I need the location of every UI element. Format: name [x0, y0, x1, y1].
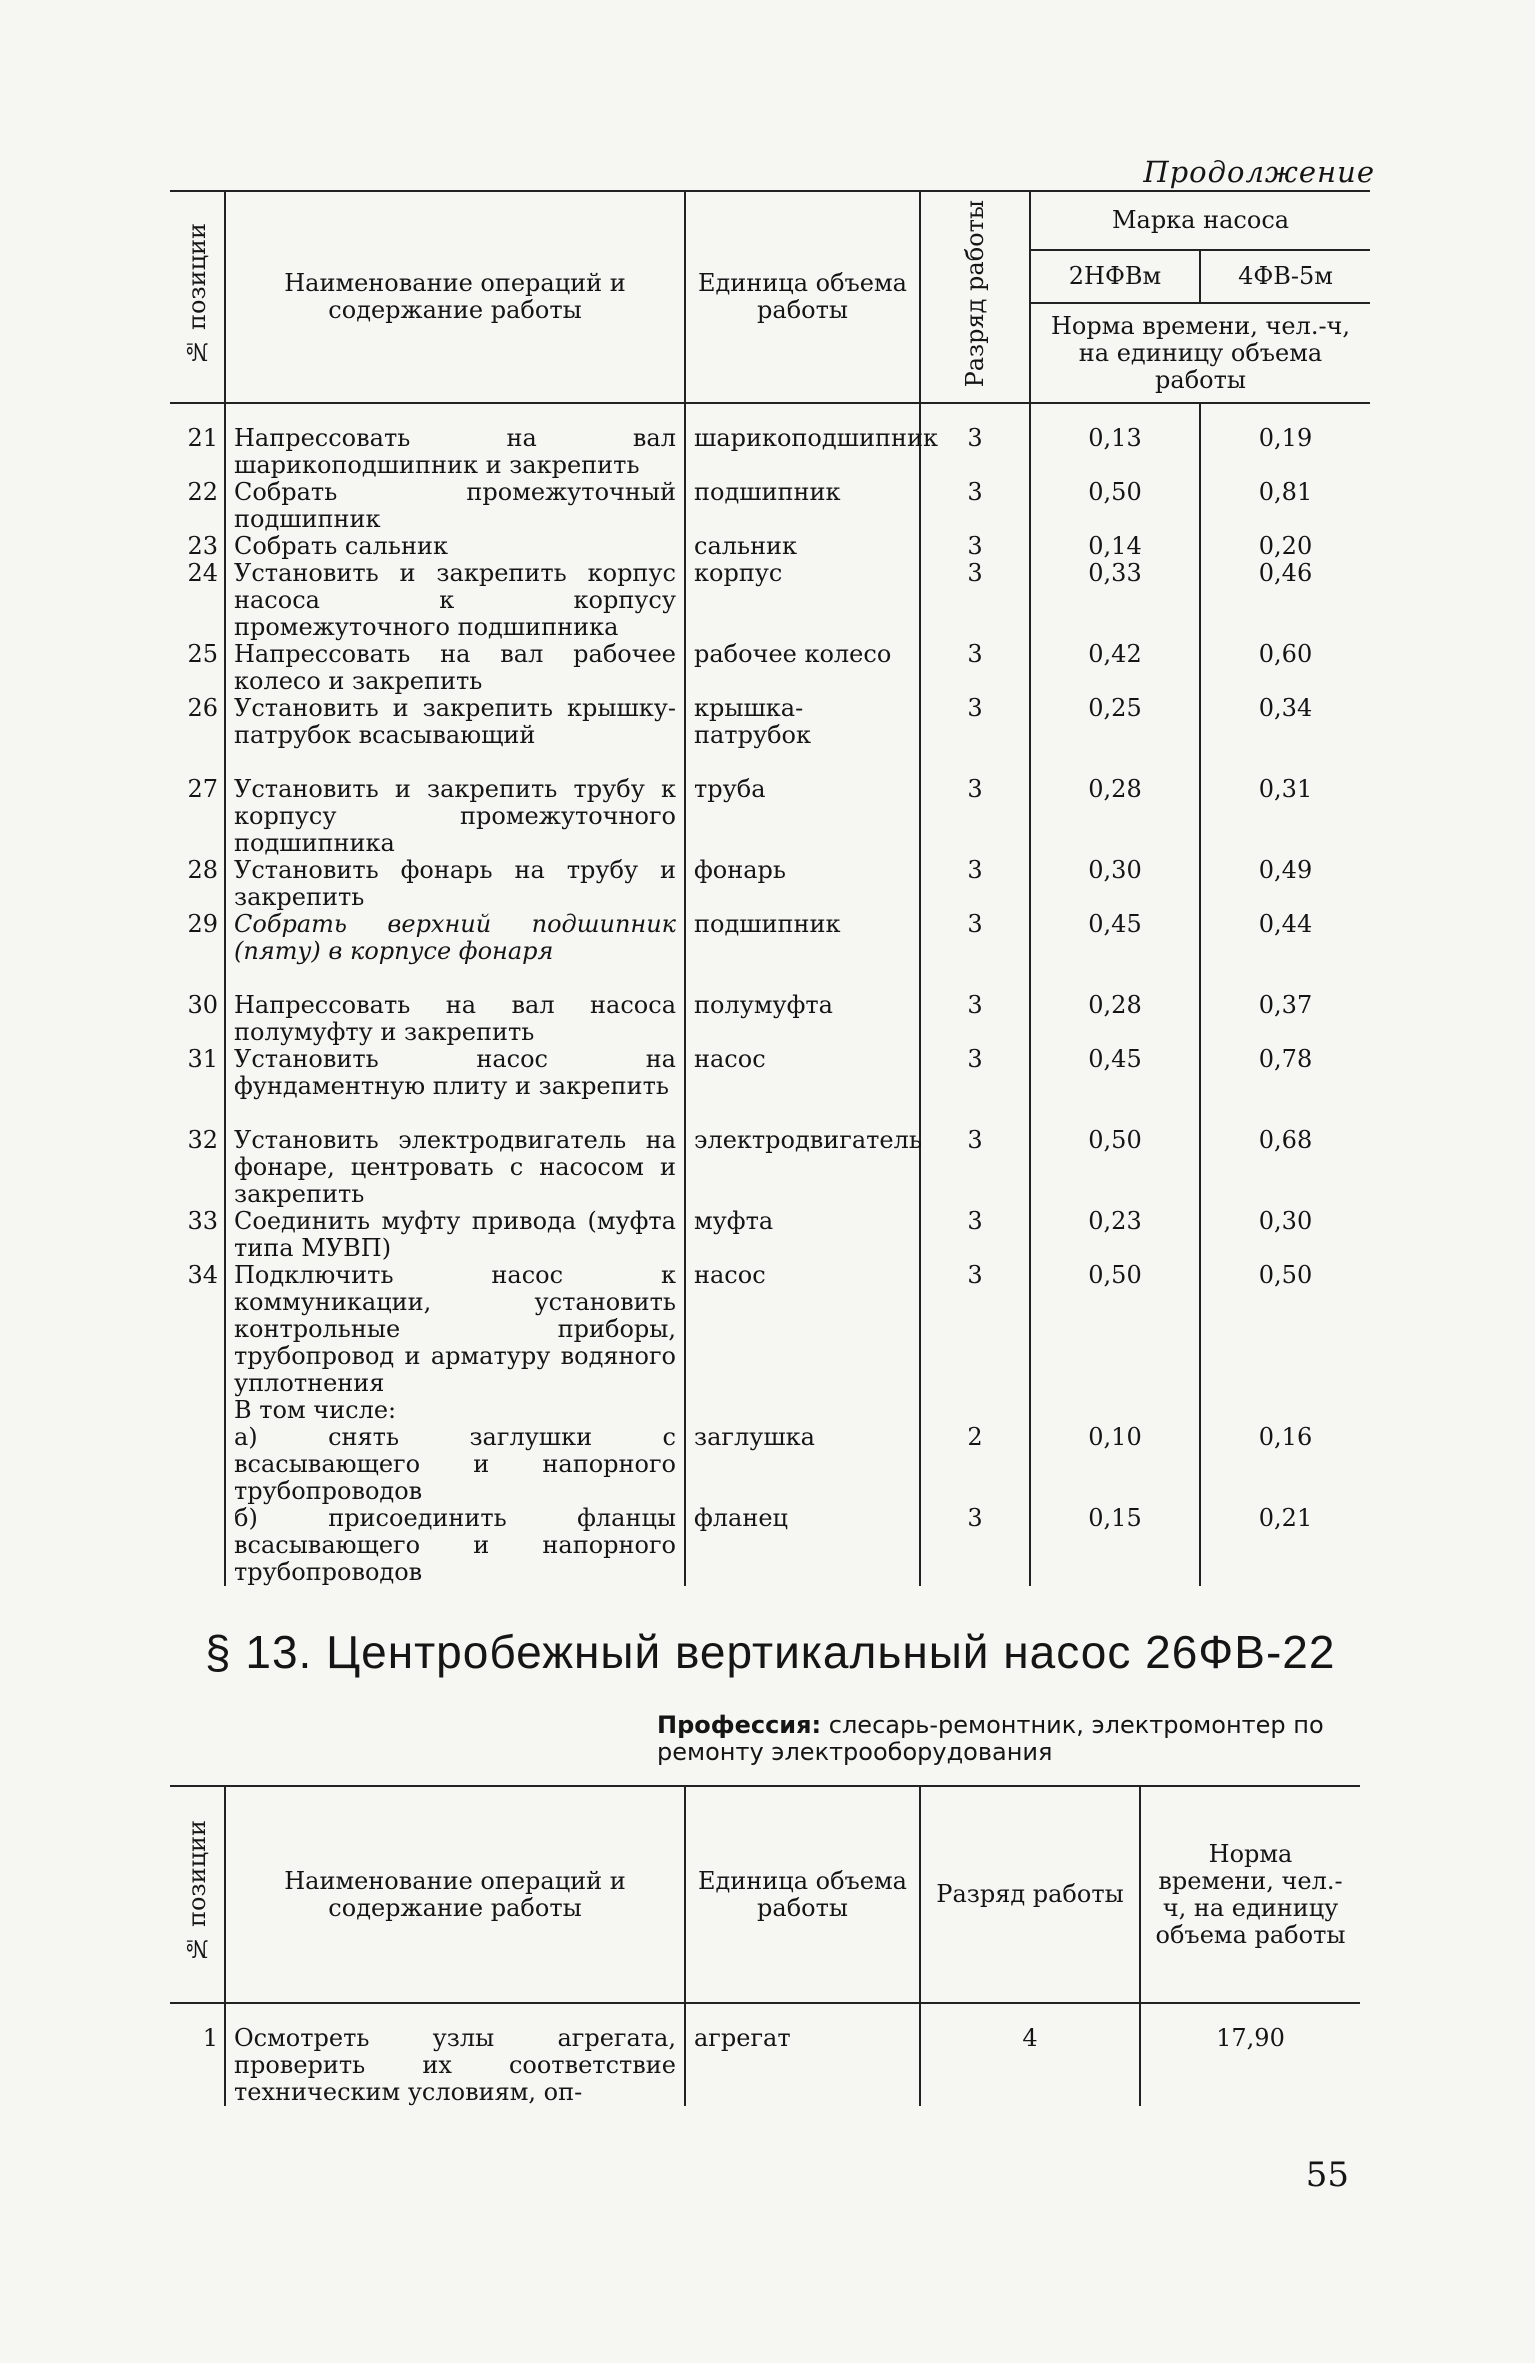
table-row: 29 Собрать верхний подшипник (пяту) в корпусе фонаря подшипник 3 0,45 0,44 — [170, 911, 1370, 992]
header-brand-4fv5m: 4ФВ-5м — [1200, 250, 1370, 304]
header-position: № позиции — [170, 191, 225, 403]
header-grade: Разряд работы — [920, 1786, 1140, 2003]
profession-line — [657, 1712, 1360, 1766]
header-pump-brand: Марка насоса — [1030, 191, 1370, 250]
page-number: 55 — [1305, 2155, 1349, 2195]
table-row: 28 Установить фонарь на трубу и закрепить фонарь 3 0,30 0,49 — [170, 857, 1370, 911]
header-operation-name: Наименование операций и содержание работы — [225, 1786, 685, 2003]
table-row: 22 Собрать промежуточный подшипник подшипник 3 0,50 0,81 — [170, 479, 1370, 533]
table-row: 25 Напрессовать на вал рабочее колесо и закрепить рабочее колесо 3 0,42 0,60 — [170, 641, 1370, 695]
header-operation-name: Наименование операций и содержание работы — [225, 191, 685, 403]
table-row: В том числе: — [170, 1397, 1370, 1424]
profession-label: Профессия: — [657, 1711, 822, 1739]
table-row: 1 Осмотреть узлы агрегата, проверить их соответствие техническим условиям, оп- агрегат 4 17,90 — [170, 2025, 1360, 2106]
table-row: 34 Подключить насос к коммуникации, установить контрольные приборы, трубопровод и арматуру водяного уплотнения насос 3 0,50 0,50 — [170, 1262, 1370, 1397]
profession-text: слесарь-ремонтник, электромонтер по ремонту электрооборудования — [657, 1711, 1324, 1766]
section-title: § 13. Центробежный вертикальный насос 26ФВ-22 — [205, 1626, 1336, 1678]
table-row: 33 Соединить муфту привода (муфта типа МУВП) муфта 3 0,23 0,30 — [170, 1208, 1370, 1262]
table-row: 23 Собрать сальник сальник 3 0,14 0,20 — [170, 533, 1370, 560]
header-unit: Единица объема работы — [685, 1786, 920, 2003]
table-row: 30 Напрессовать на вал насоса полумуфту и закрепить полумуфта 3 0,28 0,37 — [170, 992, 1370, 1046]
table-row: а) снять заглушки с всасывающего и напорного трубопроводов заглушка 2 0,10 0,16 — [170, 1424, 1370, 1505]
table-row: 31 Установить насос на фундаментную плиту и закрепить насос 3 0,45 0,78 — [170, 1046, 1370, 1127]
header-time-norm: Норма времени, чел.-ч, на единицу объема работы — [1030, 303, 1370, 403]
header-grade: Разряд работы — [920, 191, 1030, 403]
header-position: № позиции — [170, 1786, 225, 2003]
table-row: 24 Установить и закрепить корпус насоса к корпусу промежуточного подшипника корпус 3 0,33 0,46 — [170, 560, 1370, 641]
continued-label: Продолжение — [1143, 155, 1375, 189]
table-row: 32 Установить электродвигатель на фонаре, центровать с насосом и закрепить электродвигатель 3 0,50 0,68 — [170, 1127, 1370, 1208]
header-unit: Единица объема работы — [685, 191, 920, 403]
header-time-norm: Норма времени, чел.-ч, на единицу объема работы — [1140, 1786, 1360, 2003]
operations-table-1 — [170, 190, 1370, 1586]
operations-table-2 — [170, 1785, 1360, 2106]
table-row: 21 Напрессовать на вал шарикоподшипник и закрепить шарикоподшипник 3 0,13 0,19 — [170, 425, 1370, 479]
header-brand-2nfvm: 2НФВм — [1030, 250, 1200, 304]
table-row: б) присоединить фланцы всасывающего и напорного трубопроводов фланец 3 0,15 0,21 — [170, 1505, 1370, 1586]
table-row: 27 Установить и закрепить трубу к корпусу промежуточного подшипника труба 3 0,28 0,31 — [170, 776, 1370, 857]
table-row: 26 Установить и закрепить крышку-патрубок всасывающий крышка-патрубок 3 0,25 0,34 — [170, 695, 1370, 776]
